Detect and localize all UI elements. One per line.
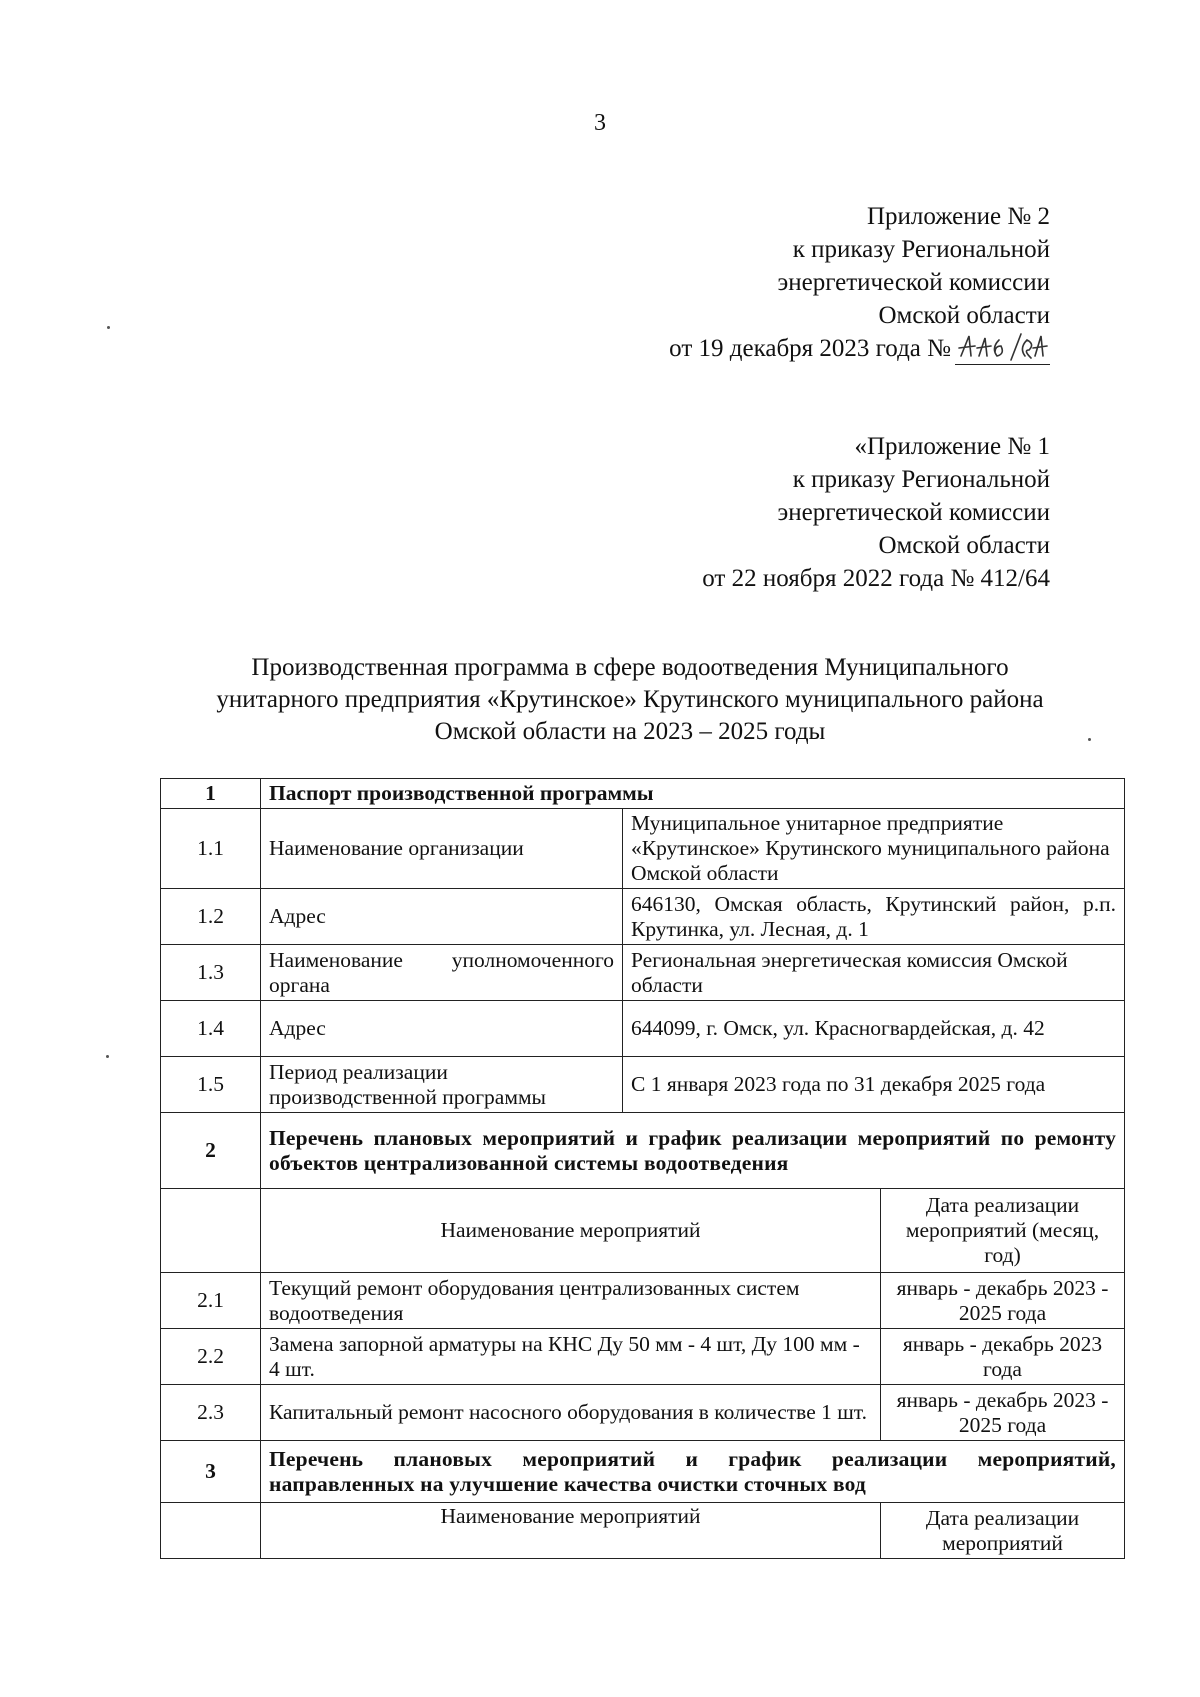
section-row (161, 1441, 1125, 1503)
row-label: Адрес (261, 1001, 623, 1057)
production-program-table (160, 778, 1125, 1559)
table-header-row (161, 1189, 1125, 1273)
appendix-line: Омской области (878, 302, 1050, 329)
section-title: Перечень плановых мероприятий и график реализации мероприятий, направленных на улучшение качества очистки сточных вод (261, 1441, 1125, 1503)
row-value: Муниципальное унитарное предприятие «Крутинское» Крутинского муниципального района Омской области (623, 809, 1125, 889)
appendix-title: «Приложение № 1 (854, 433, 1050, 460)
table-row (161, 809, 1125, 889)
scan-speck (1088, 738, 1091, 741)
table-row (161, 1329, 1125, 1385)
title-line: Производственная программа в сфере водоотведения Муниципального (251, 654, 1009, 681)
appendix-line: к приказу Региональной (792, 236, 1050, 263)
row-number: 1.4 (161, 1001, 261, 1057)
table-row (161, 1001, 1125, 1057)
section-row (161, 1113, 1125, 1189)
scan-speck (106, 1055, 109, 1058)
appendix-header-current (669, 200, 1050, 365)
row-label: Наименование уполномоченного органа (261, 945, 623, 1001)
row-value: 644099, г. Омск, ул. Красногвардейская, д. 42 (623, 1001, 1125, 1057)
section-number: 1 (161, 779, 261, 809)
row-number: 1.5 (161, 1057, 261, 1113)
row-label: Адрес (261, 889, 623, 945)
table-row (161, 1057, 1125, 1113)
row-number: 1.3 (161, 945, 261, 1001)
appendix-date-line (669, 332, 1050, 365)
scan-speck (107, 326, 110, 329)
page-number: 3 (594, 110, 606, 136)
appendix-header-amended (702, 430, 1050, 595)
row-value: Региональная энергетическая комиссия Омской области (623, 945, 1125, 1001)
empty-cell (161, 1189, 261, 1273)
measure-date: январь - декабрь 2023 - 2025 года (881, 1273, 1125, 1329)
table-row (161, 889, 1125, 945)
section-title: Паспорт производственной программы (261, 779, 1125, 809)
appendix-title: Приложение № 2 (866, 203, 1050, 230)
section-number: 3 (161, 1441, 261, 1503)
empty-cell (161, 1503, 261, 1559)
column-header-name: Наименование мероприятий (261, 1503, 881, 1559)
row-number: 1.2 (161, 889, 261, 945)
row-number: 2.1 (161, 1273, 261, 1329)
row-value: С 1 января 2023 года по 31 декабря 2025 года (623, 1057, 1125, 1113)
table-row (161, 945, 1125, 1001)
appendix-date: от 22 ноября 2022 года № 412/64 (702, 565, 1050, 592)
handwritten-number-signature (955, 334, 1050, 365)
row-number: 2.2 (161, 1329, 261, 1385)
row-number: 2.3 (161, 1385, 261, 1441)
appendix-line: к приказу Региональной (792, 466, 1050, 493)
appendix-line: энергетической комиссии (777, 269, 1050, 296)
title-line: унитарного предприятия «Крутинское» Крутинского муниципального района (216, 686, 1044, 713)
column-header-date: Дата реализации мероприятий (месяц, год) (881, 1189, 1125, 1273)
measure-name: Текущий ремонт оборудования централизованных систем водоотведения (261, 1273, 881, 1329)
document-title (150, 652, 1110, 748)
measure-date: январь - декабрь 2023 - 2025 года (881, 1385, 1125, 1441)
column-header-name: Наименование мероприятий (261, 1189, 881, 1273)
row-value: 646130, Омская область, Крутинский район, р.п. Крутинка, ул. Лесная, д. 1 (623, 889, 1125, 945)
measure-name: Замена запорной арматуры на КНС Ду 50 мм - 4 шт, Ду 100 мм - 4 шт. (261, 1329, 881, 1385)
row-label: Период реализации производственной программы (261, 1057, 623, 1113)
measure-date: январь - декабрь 2023 года (881, 1329, 1125, 1385)
appendix-date: от 19 декабря 2023 года № (669, 335, 951, 362)
table-row (161, 1273, 1125, 1329)
title-line: Омской области на 2023 – 2025 годы (434, 718, 826, 745)
section-number: 2 (161, 1113, 261, 1189)
section-row (161, 779, 1125, 809)
measure-name: Капитальный ремонт насосного оборудования в количестве 1 шт. (261, 1385, 881, 1441)
column-header-date: Дата реализации мероприятий (881, 1503, 1125, 1559)
table-row (161, 1385, 1125, 1441)
row-number: 1.1 (161, 809, 261, 889)
appendix-line: энергетической комиссии (777, 499, 1050, 526)
row-label: Наименование организации (261, 809, 623, 889)
table-header-row (161, 1503, 1125, 1559)
appendix-line: Омской области (878, 532, 1050, 559)
section-title: Перечень плановых мероприятий и график реализации мероприятий по ремонту объектов централизованной системы водоотведения (261, 1113, 1125, 1189)
